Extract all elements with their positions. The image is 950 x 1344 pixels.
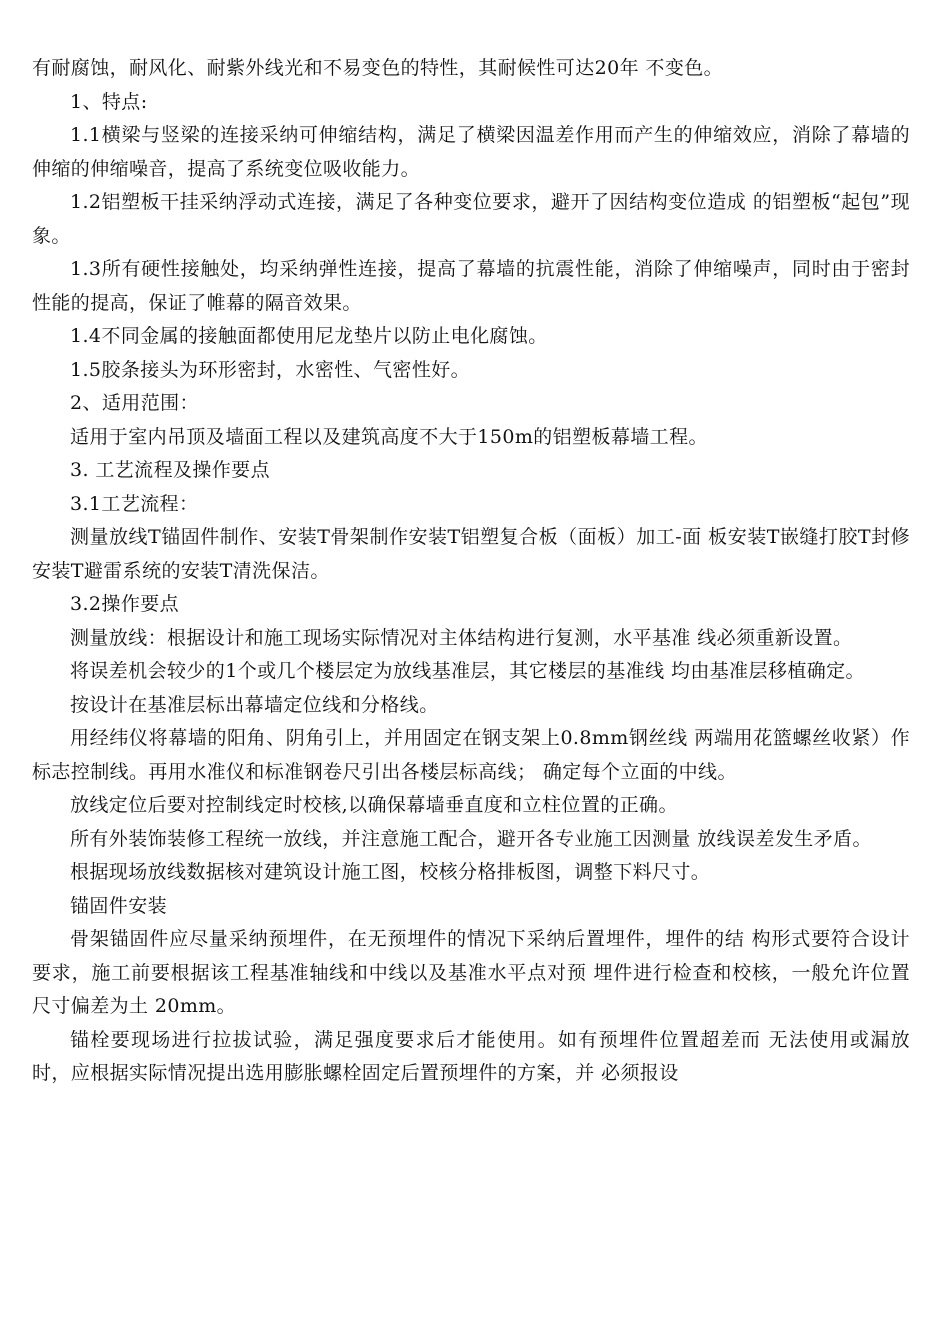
- document-page: [32, 52, 910, 1091]
- paragraph-1-5: 1.5胶条接头为环形密封，水密性、气密性好。: [70, 358, 471, 381]
- paragraph-continuation: 有耐腐蚀，耐风化、耐紫外线光和不易变色的特性，其耐候性可达20年 不变色。: [32, 57, 724, 79]
- paragraph-coordination: 所有外装饰装修工程统一放线，并注意施工配合，避开各专业施工因测量 放线误差发生矛盾。: [70, 827, 872, 850]
- paragraph-theodolite: 用经纬仪将幕墙的阳角、阴角引上，并用固定在钢支架上0.8mm钢丝线 两端用花篮螺丝收紧）作标志控制线。再用水准仪和标准钢卷尺引出各楼层标高线； 确定每个立面的中线。: [32, 727, 910, 783]
- paragraph-1-2: 1.2铝塑板干挂采纳浮动式连接，满足了各种变位要求，避开了因结构变位造成 的铝塑板“起包”现象。: [32, 191, 910, 247]
- paragraph-verify-drawings: 根据现场放线数据核对建筑设计施工图，校核分格排板图，调整下料尺寸。: [70, 861, 711, 883]
- paragraph-process-flow: 测量放线T锚固件制作、安装T骨架制作安装T铝塑复合板（面板）加工-面 板安装T嵌缝打胶T封修安装T避雷系统的安装T清洗保洁。: [32, 526, 910, 582]
- heading-3-1: 3.1工艺流程：: [70, 492, 199, 515]
- paragraph-check: 放线定位后要对控制线定时校核,以确保幕墙垂直度和立柱位置的正确。: [70, 794, 678, 816]
- heading-features: 1、特点:: [70, 90, 148, 113]
- paragraph-1-1: 1.1横梁与竖梁的连接采纳可伸缩结构，满足了横梁因温差作用而产生的伸缩效应，消除了幕墙的伸缩的伸缩噪音，提高了系统变位吸收能力。: [32, 124, 910, 180]
- heading-3-2: 3.2操作要点: [70, 593, 180, 615]
- paragraph-scope: 适用于室内吊顶及墙面工程以及建筑高度不大于150m的铝塑板幕墙工程。: [70, 425, 708, 448]
- paragraph-mark-lines: 按设计在基准层标出幕墙定位线和分格线。: [70, 693, 439, 716]
- paragraph-baseline: 将误差机会较少的1个或几个楼层定为放线基准层，其它楼层的基准线 均由基准层移植确定。: [70, 660, 865, 682]
- heading-anchor-install: 锚固件安装: [70, 894, 168, 917]
- paragraph-1-4: 1.4不同金属的接触面都使用尼龙垫片以防止电化腐蚀。: [70, 325, 548, 347]
- paragraph-1-3: 1.3所有硬性接触处，均采纳弹性连接，提高了幕墙的抗震性能，消除了伸缩噪声，同时由于密封性能的提高，保证了帷幕的隔音效果。: [32, 258, 910, 314]
- paragraph-pull-test: 锚栓要现场进行拉拔试验，满足强度要求后才能使用。如有预埋件位置超差而 无法使用或漏放时，应根据实际情况提出选用膨胀螺栓固定后置预埋件的方案，并 必须报设: [32, 1028, 910, 1084]
- paragraph-survey: 测量放线：根据设计和施工现场实际情况对主体结构进行复测，水平基准 线必须重新设置。: [70, 626, 853, 649]
- heading-process: 3. 工艺流程及操作要点: [70, 459, 270, 481]
- paragraph-anchor-embed: 骨架锚固件应尽量采纳预埋件，在无预埋件的情况下采纳后置埋件，埋件的结 构形式要符合设计要求，施工前要根据该工程基准轴线和中线以及基准水平点对预 埋件进行检查和校核，一般允许位置尺寸偏差为土 20mm。: [32, 928, 910, 1017]
- heading-scope: 2、适用范围：: [70, 392, 199, 414]
